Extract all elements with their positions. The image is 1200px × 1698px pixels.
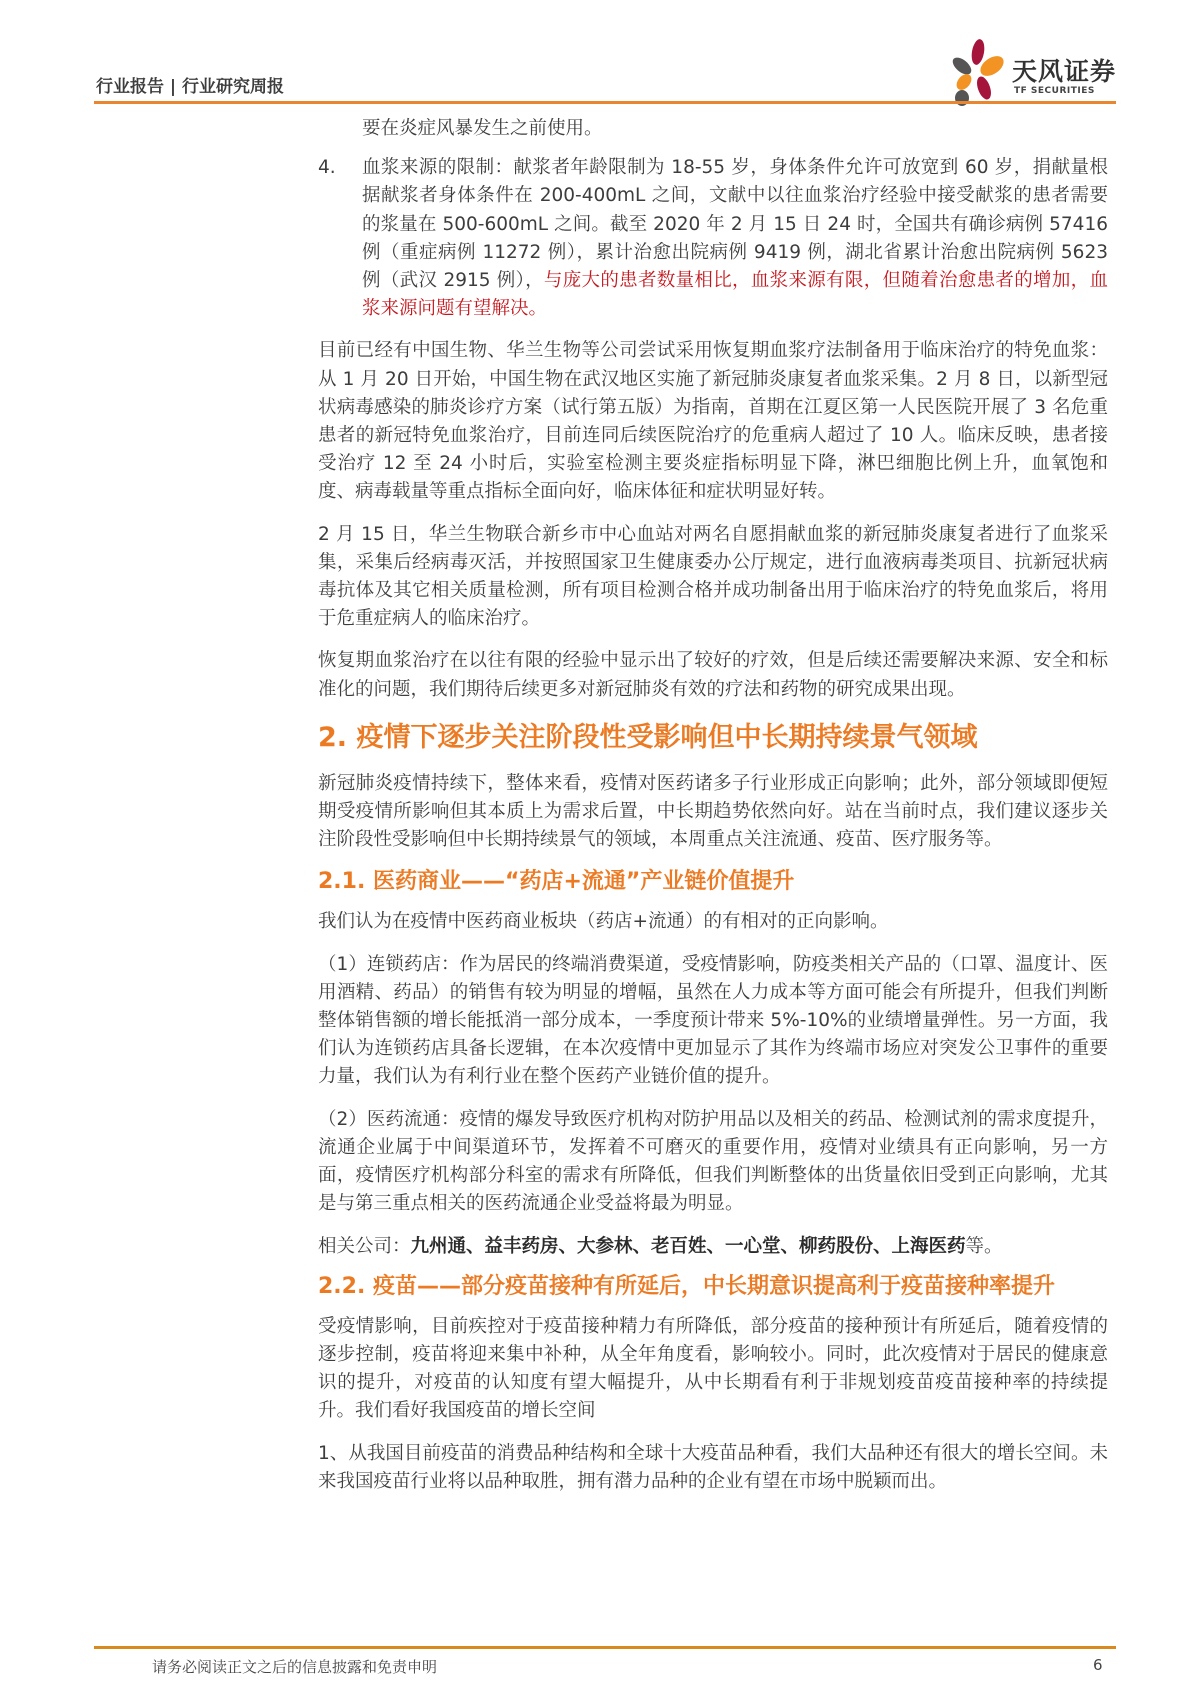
list-number: 4.: [318, 157, 336, 179]
list-item-4: [318, 154, 1108, 323]
page-number: 6: [1093, 1656, 1103, 1674]
logo-chinese-name: 天风证券: [1012, 57, 1117, 86]
list-item-text: 血浆来源的限制：献浆者年龄限制为 18-55 岁，身体条件允许可放宽到 60 岁，捐献量根据献浆者身体条件在 200-400mL 之间，文献中以往血浆治疗经验中接受献浆的患者需要的浆量在 500-600mL 之间。截至 2020 年 2 月 15 日 24 时，全国共有确诊病例 57416 例（重症病例 11272 例），累计治愈出院病例 9419 例，湖北省累计治愈出院病例 5623 例（武汉 2915 例），: [362, 157, 1108, 292]
list-item-highlight: 与庞大的患者数量相比，血浆来源有限，但随着治愈患者的增加，血浆来源问题有望解决。: [362, 270, 1108, 320]
related-companies-suffix: 等。: [965, 1235, 1003, 1257]
report-category-title: 行业报告 | 行业研究周报: [96, 77, 285, 97]
section-2-heading: 2. 疫情下逐步关注阶段性受影响但中长期持续景气领域: [318, 721, 978, 753]
tf-securities-logo: [948, 38, 1118, 108]
section-2-intro: 新冠肺炎疫情持续下，整体来看，疫情对医药诸多子行业形成正向影响；此外，部分领域即便短期受疫情所影响但其本质上为需求后置，中长期趋势依然向好。站在当前时点，我们建议逐步关注阶段性受影响但中长期持续景气的领域，本周重点关注流通、疫苗、医疗服务等。: [318, 772, 1108, 851]
section-2-1-intro: 我们认为在疫情中医药商业板块（药店+流通）的有相对的正向影响。: [318, 911, 889, 933]
related-companies-label: 相关公司：: [318, 1235, 411, 1257]
paragraph-plasma-companies: 目前已经有中国生物、华兰生物等公司尝试采用恢复期血浆疗法制备用于临床治疗的特免血浆：从 1 月 20 日开始，中国生物在武汉地区实施了新冠肺炎康复者血浆采集。2 月 8 日，以新型冠状病毒感染的肺炎诊疗方案（试行第五版）为指南，首期在江夏区第一人民医院开展了 3 名危重患者的新冠特免血浆治疗，目前连同后续医院治疗的危重病人超过了 10 人。临床反映，患者接受治疗 12 至 24 小时后，实验室检测主要炎症指标明显下降，淋巴细胞比例上升，血氧饱和度、病毒载量等重点指标全面向好，临床体征和症状明显好转。: [318, 340, 1108, 503]
logo-english-name: TF SECURITIES: [1014, 86, 1095, 96]
pharmacy-chain-paragraph: （1）连锁药店：作为居民的终端消费渠道，受疫情影响，防疫类相关产品的（口罩、温度计、医用酒精、药品）的销售有较为明显的增幅，虽然在人力成本等方面可能会有所提升，但我们判断整体销售额的增长能抵消一部分成本，一季度预计带来 5%-10%的业绩增量弹性。另一方面，我们认为连锁药店具备长逻辑，在本次疫情中更加显示了其作为终端市场应对突发公卫事件的重要力量，我们认为有利行业在整个医药产业链价值的提升。: [318, 953, 1108, 1088]
related-companies-list: 九州通、益丰药房、大参林、老百姓、一心堂、柳药股份、上海医药: [410, 1235, 966, 1257]
header-divider: [94, 101, 1116, 104]
paragraph-hualan: 2 月 15 日，华兰生物联合新乡市中心血站对两名自愿捐献血浆的新冠肺炎康复者进行了血浆采集，采集后经病毒灭活，并按照国家卫生健康委办公厅规定，进行血液病毒类项目、抗新冠状病毒抗体及其它相关质量检测，所有项目检测合格并成功制备出用于临床治疗的特免血浆后，将用于危重症病人的临床治疗。: [318, 523, 1108, 630]
continued-text: 要在炎症风暴发生之前使用。: [362, 118, 603, 139]
disclaimer-notice: 请务必阅读正文之后的信息披露和免责申明: [152, 1658, 438, 1676]
section-2-2-heading: 2.2. 疫苗——部分疫苗接种有所延后，中长期意识提高利于疫苗接种率提升: [318, 1273, 1055, 1299]
footer-divider: [94, 1646, 1116, 1649]
section-2-2-intro: 受疫情影响，目前疾控对于疫苗接种精力有所降低，部分疫苗的接种预计有所延后，随着疫情的逐步控制，疫苗将迎来集中补种，从全年角度看，影响较小。同时，此次疫情对于居民的健康意识的提升，对疫苗的认知度有望大幅提升，从中长期看有利于非规划疫苗疫苗接种率的持续提升。我们看好我国疫苗的增长空间: [318, 1315, 1108, 1422]
flower-logo-icon: [948, 38, 1010, 108]
pharma-distribution-paragraph: （2）医药流通：疫情的爆发导致医疗机构对防护用品以及相关的药品、检测试剂的需求度提升，流通企业属于中间渠道环节，发挥着不可磨灭的重要作用，疫情对业绩具有正向影响，另一方面，疫情医疗机构部分科室的需求有所降低，但我们判断整体的出货量依旧受到正向影响，尤其是与第三重点相关的医药流通企业受益将最为明显。: [318, 1108, 1108, 1215]
paragraph-plasma-outlook: 恢复期血浆治疗在以往有限的经验中显示出了较好的疗效，但是后续还需要解决来源、安全和标准化的问题，我们期待后续更多对新冠肺炎有效的疗法和药物的研究成果出现。: [318, 650, 1108, 700]
section-2-1-heading: 2.1. 医药商业——“药店+流通”产业链价值提升: [318, 869, 795, 895]
related-companies: [318, 1233, 1108, 1261]
document-body: [318, 115, 1108, 1496]
vaccine-point-1: 1、从我国目前疫苗的消费品种结构和全球十大疫苗品种看，我们大品种还有很大的增长空间。未来我国疫苗行业将以品种取胜，拥有潜力品种的企业有望在市场中脱颖而出。: [318, 1442, 1108, 1492]
